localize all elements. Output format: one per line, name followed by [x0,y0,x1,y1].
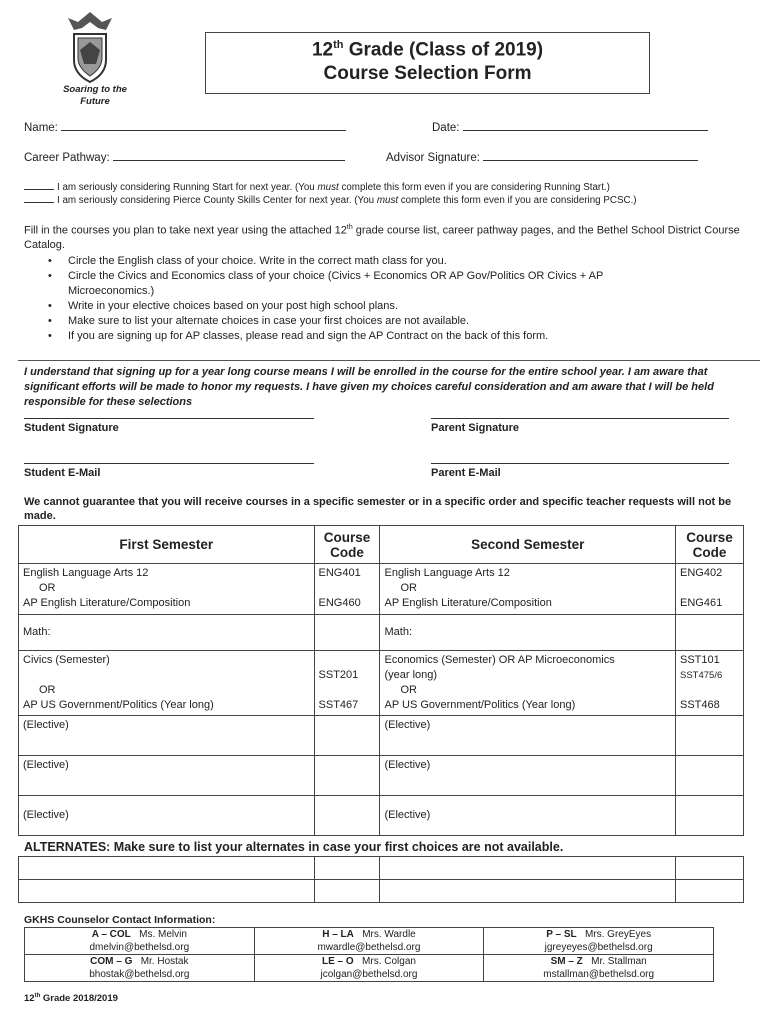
pcsc-option: I am seriously considering Pierce County Skills Center for next year. (You must complete this form even if you are considering PCSC.) [24,194,764,207]
counselor-email-link[interactable]: mstallman@bethelsd.org [543,969,655,980]
list-item: • Write in your elective choices based on your post high school plans. [24,299,744,314]
advisor-signature-field[interactable] [483,151,698,161]
school-crest-logo [60,8,120,88]
table-row [19,796,744,836]
date-row [432,121,708,134]
alternate-cell[interactable] [380,880,676,903]
alternate-cell[interactable] [380,857,676,880]
counselor-cell: A – COL Ms. Melvin dmelvin@bethelsd.org [25,928,255,955]
econ-second-cell[interactable]: Economics (Semester) OR AP Microeconomics (year long) OR AP US Government/Politics (Year long) [380,651,676,716]
table-row [19,716,744,756]
list-item: • If you are signing up for AP classes, please read and sign the AP Contract on the back of this form. [24,329,744,344]
advisor-label: Advisor Signature: [386,152,480,164]
english-second-cell[interactable]: English Language Arts 12 OR AP English Literature/Composition [380,564,676,615]
course-code-header: Course Code [676,526,744,564]
elective-second-code[interactable] [676,756,744,796]
running-start-blank[interactable] [24,181,54,190]
math-first-cell[interactable]: Math: [19,615,315,651]
list-item: • Make sure to list your alternate choices in case your first choices are not available. [24,314,744,329]
instructions-intro: Fill in the courses you plan to take next year using the attached 12th grade course list, career pathway pages, and the Bethel School District Course Catalog. [24,224,740,251]
table-row [19,615,744,651]
table-row [19,880,744,903]
elective-second-code[interactable] [676,796,744,836]
date-label: Date: [432,122,460,134]
school-motto: Soaring to the Future [63,84,127,107]
counselor-email-link[interactable]: bhostak@bethelsd.org [89,969,190,980]
table-row [25,928,714,955]
pathway-row [24,151,345,164]
elective-first-code[interactable] [314,716,380,756]
form-title-box [205,32,650,94]
table-row [25,955,714,982]
alternate-code-cell[interactable] [314,857,380,880]
table-row [19,857,744,880]
elective-second-cell[interactable]: (Elective) [380,756,676,796]
math-second-code[interactable] [676,615,744,651]
date-field[interactable] [463,121,708,131]
acknowledgement-box [18,360,760,488]
name-row [24,121,346,134]
parent-signature-label: Parent Signature [431,422,520,434]
table-row [19,564,744,615]
english-first-code: ENG401 ENG460 [314,564,380,615]
counselor-contact-heading: GKHS Counselor Contact Information: [24,914,216,926]
parent-email-label: Parent E-Mail [431,467,501,479]
advisor-row [386,151,698,164]
elective-first-code[interactable] [314,756,380,796]
elective-second-cell[interactable]: (Elective) [380,716,676,756]
student-email-line[interactable] [24,463,314,464]
student-signature-line[interactable] [24,418,314,419]
name-field[interactable] [61,121,346,131]
math-first-code[interactable] [314,615,380,651]
page-footer: 12th Grade 2018/2019 [24,993,118,1005]
acknowledgement-text: I understand that signing up for a year long course means I will be enrolled in the course for the entire school year. I am aware that significant efforts will be made to honor my requests. I have given my choices careful consideration and am aware that I will be held responsible for these selections [24,366,714,408]
counselor-cell: SM – Z Mr. Stallman mstallman@bethelsd.org [484,955,714,982]
english-first-cell[interactable]: English Language Arts 12 OR AP English Literature/Composition [19,564,315,615]
name-label: Name: [24,122,58,134]
elective-first-cell[interactable]: (Elective) [19,796,315,836]
alternate-cell[interactable] [19,880,315,903]
elective-first-code[interactable] [314,796,380,836]
form-subtitle: Course Selection Form [323,63,532,85]
guarantee-notice: We cannot guarantee that you will receive courses in a specific semester or in a specific order and specific teacher requests will not be made. [24,496,732,522]
counselor-email-link[interactable]: jcolgan@bethelsd.org [320,969,418,980]
civics-first-code: SST201 SST467 [314,651,380,716]
parent-email-line[interactable] [431,463,729,464]
running-start-option: I am seriously considering Running Start for next year. (You must complete this form even if you are considering Running Start.) [24,181,764,194]
counselor-contact-table [24,927,714,982]
alternate-code-cell[interactable] [314,880,380,903]
alternates-heading: ALTERNATES: Make sure to list your alternates in case your first choices are not available. [24,840,564,854]
counselor-cell: LE – O Mrs. Colgan jcolgan@bethelsd.org [254,955,484,982]
alternate-cell[interactable] [19,857,315,880]
course-selection-table [18,525,744,836]
math-second-cell[interactable]: Math: [380,615,676,651]
table-row [19,756,744,796]
second-semester-header: Second Semester [380,526,676,564]
english-second-code: ENG402 ENG461 [676,564,744,615]
considering-options [24,181,764,207]
alternate-code-cell[interactable] [676,880,744,903]
table-header-row [19,526,744,564]
econ-second-code: SST101 SST475/6 SST468 [676,651,744,716]
course-code-header: Course Code [314,526,380,564]
alternates-table [18,856,744,903]
elective-second-cell[interactable]: (Elective) [380,796,676,836]
student-email-label: Student E-Mail [24,467,101,479]
list-item: • Circle the Civics and Economics class of your choice (Civics + Economics OR AP Gov/Politics OR Civics + AP Microeconomics.) [24,269,744,299]
counselor-cell: P – SL Mrs. GreyEyes jgreyeyes@bethelsd.org [484,928,714,955]
form-title: 12th Grade (Class of 2019) [311,39,544,61]
pcsc-blank[interactable] [24,194,54,203]
counselor-email-link[interactable]: jgreyeyes@bethelsd.org [544,942,653,953]
alternate-code-cell[interactable] [676,857,744,880]
list-item: • Circle the English class of your choice. Write in the correct math class for you. [24,254,744,269]
instructions [24,221,744,344]
student-signature-label: Student Signature [24,422,119,434]
civics-first-cell[interactable]: Civics (Semester) OR AP US Government/Politics (Year long) [19,651,315,716]
parent-signature-line[interactable] [431,418,729,419]
elective-second-code[interactable] [676,716,744,756]
elective-first-cell[interactable]: (Elective) [19,756,315,796]
instructions-list [24,254,744,344]
counselor-cell: H – LA Mrs. Wardle mwardle@bethelsd.org [254,928,484,955]
counselor-email-link[interactable]: dmelvin@bethelsd.org [89,942,190,953]
pathway-label: Career Pathway: [24,152,110,164]
counselor-cell: COM – G Mr. Hostak bhostak@bethelsd.org [25,955,255,982]
table-row [19,651,744,716]
pathway-field[interactable] [113,151,345,161]
elective-first-cell[interactable]: (Elective) [19,716,315,756]
first-semester-header: First Semester [19,526,315,564]
counselor-email-link[interactable]: mwardle@bethelsd.org [317,942,421,953]
